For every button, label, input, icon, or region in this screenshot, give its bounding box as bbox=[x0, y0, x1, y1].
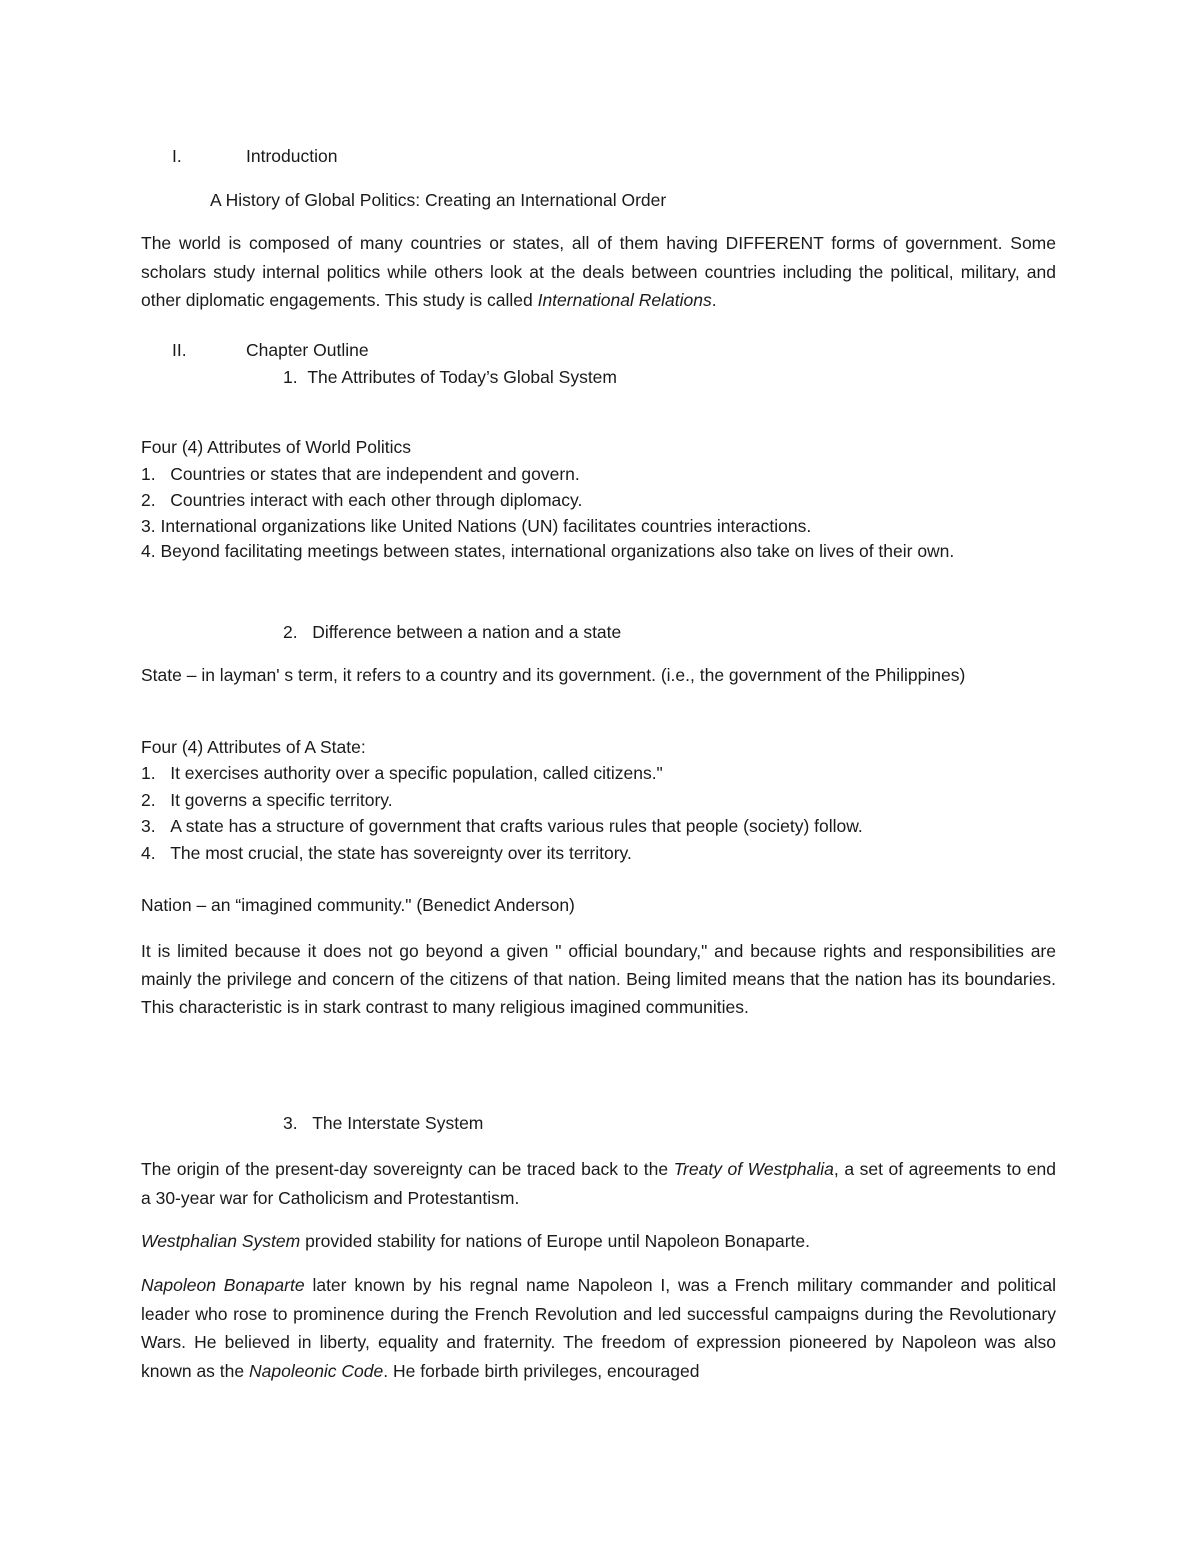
outline-item-2: 2. Difference between a nation and a state bbox=[283, 622, 622, 642]
list-item: 2. It governs a specific territory. bbox=[141, 790, 393, 810]
section-heading-2: II. bbox=[172, 340, 187, 360]
state-definition: State – in layman' s term, it refers to a country and its government. (i.e., the government of the Philippines) bbox=[141, 665, 966, 685]
section-title-2: Chapter Outline bbox=[246, 340, 369, 360]
list-item: 2. Countries interact with each other through diplomacy. bbox=[141, 490, 583, 510]
subtitle: A History of Global Politics: Creating an International Order bbox=[210, 190, 667, 210]
list-item: 3. A state has a structure of government that crafts various rules that people (society) follow. bbox=[141, 816, 863, 836]
intro-paragraph: The world is composed of many countries or states, all of them having DIFFERENT forms of government. Some scholars study internal politics while others look at the deals between countries including the political, military, and other diplomatic engagements. This study is called International Relations. bbox=[141, 233, 1056, 310]
westphalia-paragraph: The origin of the present-day sovereignty can be traced back to the Treaty of Westphalia, a set of agreements to end a 30-year war for Catholicism and Protestantism. bbox=[141, 1159, 1056, 1208]
napoleon-paragraph: Napoleon Bonaparte later known by his regnal name Napoleon I, was a French military commander and political leader who rose to prominence during the French Revolution and led successful campaigns during the Revolutionary Wars. He believed in liberty, equality and fraternity. The freedom of expression pioneered by Napoleon was also known as the Napoleonic Code. He forbade birth privileges, encouraged bbox=[141, 1275, 1056, 1381]
list-item: 4. Beyond facilitating meetings between states, international organizations also take on lives of their own. bbox=[141, 541, 955, 561]
list-item: 4. The most crucial, the state has sovereignty over its territory. bbox=[141, 843, 632, 863]
outline-item-1: 1. The Attributes of Today’s Global System bbox=[283, 367, 617, 387]
list-item: 1. Countries or states that are independent and govern. bbox=[141, 464, 580, 484]
world-politics-heading: Four (4) Attributes of World Politics bbox=[141, 437, 412, 457]
list-item: 3. International organizations like United Nations (UN) facilitates countries interactions. bbox=[141, 516, 812, 536]
nation-paragraph: It is limited because it does not go beyond a given " official boundary," and because rights and responsibilities are mainly the privilege and concern of the citizens of that nation. Being limited means that the nation has its boundaries. This characteristic is in stark contrast to many religious imagined communities. bbox=[141, 941, 1056, 1017]
westphalian-system-line: Westphalian System provided stability for nations of Europe until Napoleon Bonaparte. bbox=[141, 1231, 810, 1251]
section-title-1: Introduction bbox=[246, 146, 338, 166]
section-heading-1: I. bbox=[172, 146, 182, 166]
state-attributes-heading: Four (4) Attributes of A State: bbox=[141, 737, 366, 757]
list-item: 1. It exercises authority over a specific population, called citizens." bbox=[141, 763, 663, 783]
outline-item-3: 3. The Interstate System bbox=[283, 1113, 484, 1133]
nation-definition: Nation – an “imagined community." (Benedict Anderson) bbox=[141, 895, 575, 915]
